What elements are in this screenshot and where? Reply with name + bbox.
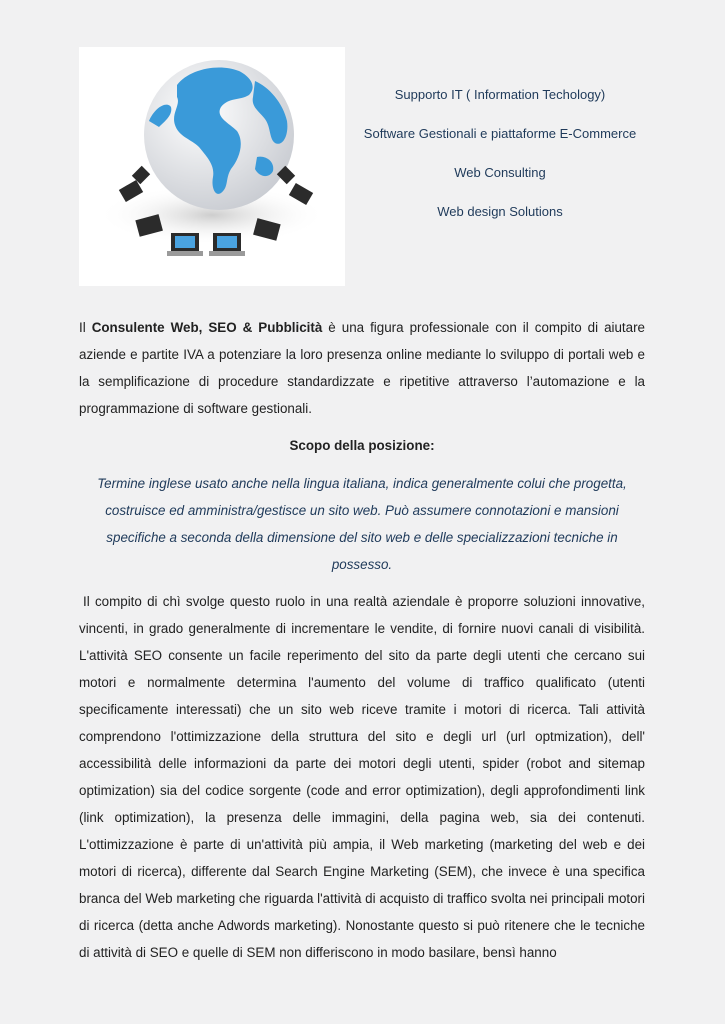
scope-line: specifiche a seconda della dimensione del sito web e delle specializzazioni tecniche in possesso.: [106, 530, 618, 572]
services-list: [350, 86, 650, 242]
service-item: Supporto IT ( Information Techology): [394, 87, 606, 102]
scope-heading: Scopo della posizione:: [289, 438, 435, 453]
scope-line: Termine inglese usato anche nella lingua italiana, indica generalmente colui che progetta,: [97, 476, 627, 491]
document-body: [79, 314, 645, 966]
scope-line: costruisce ed amministra/gestisce un sito web. Può assumere connotazioni e mansioni: [105, 503, 619, 518]
intro-rest: è una figura professionale con il compito di aiutare aziende e partite IVA a potenziare la loro presenza online mediante lo sviluppo di portali web e la semplificazione di procedure standardizzate e ripetitive attraverso l’automazione e la programmazione di software gestionali.: [79, 320, 646, 416]
scope-description: [79, 470, 645, 578]
globe-laptops-illustration: [79, 47, 345, 286]
intro-bold-title: Consulente Web, SEO & Pubblicità: [91, 320, 323, 335]
body-paragraph: Il compito di chì svolge questo ruolo in una realtà aziendale è proporre soluzioni innovative, vincenti, in grado generalmente di incrementare le vendite, di fornire nuovi canali di visibilità. L'attività SEO consente un facile reperimento del sito da parte degli utenti che cercano sui motori e normalmente determina l'aumento del volume di traffico qualificato (utenti specificamente interessati) che un sito web riceve tramite i motori di ricerca. Tali attività comprendono l'ottimizzazione della struttura del sito e degli url (url optmization), dell' accessibilità delle informazioni da parte dei motori degli utenti, spider (robot and sitemap optimization) sia del codice sorgente (code and error optimization), degli approfondimenti link (link optimization), la presenza delle immagini, della pagina web, sia dei contenuti. L'ottimizzazione è parte di un'attività più ampia, il Web marketing (marketing del web e dei motori di ricerca), differente dal Search Engine Marketing (SEM), che invece è una specifica branca del Web marketing che riguarda l'attività di acquisto di traffico svolta nei principali motori di ricerca (detta anche Adwords marketing). Nonostante questo si può ritenere che le tecniche di attività di SEO e quelle di SEM non differiscono in modo basilare, bensì hanno: [79, 594, 645, 960]
intro-prefix: Il: [79, 320, 92, 335]
service-item: Web Consulting: [454, 165, 546, 180]
service-item: Web design Solutions: [437, 204, 563, 219]
service-item: Software Gestionali e piattaforme E-Commerce: [363, 126, 637, 141]
intro-paragraph: [79, 314, 645, 422]
